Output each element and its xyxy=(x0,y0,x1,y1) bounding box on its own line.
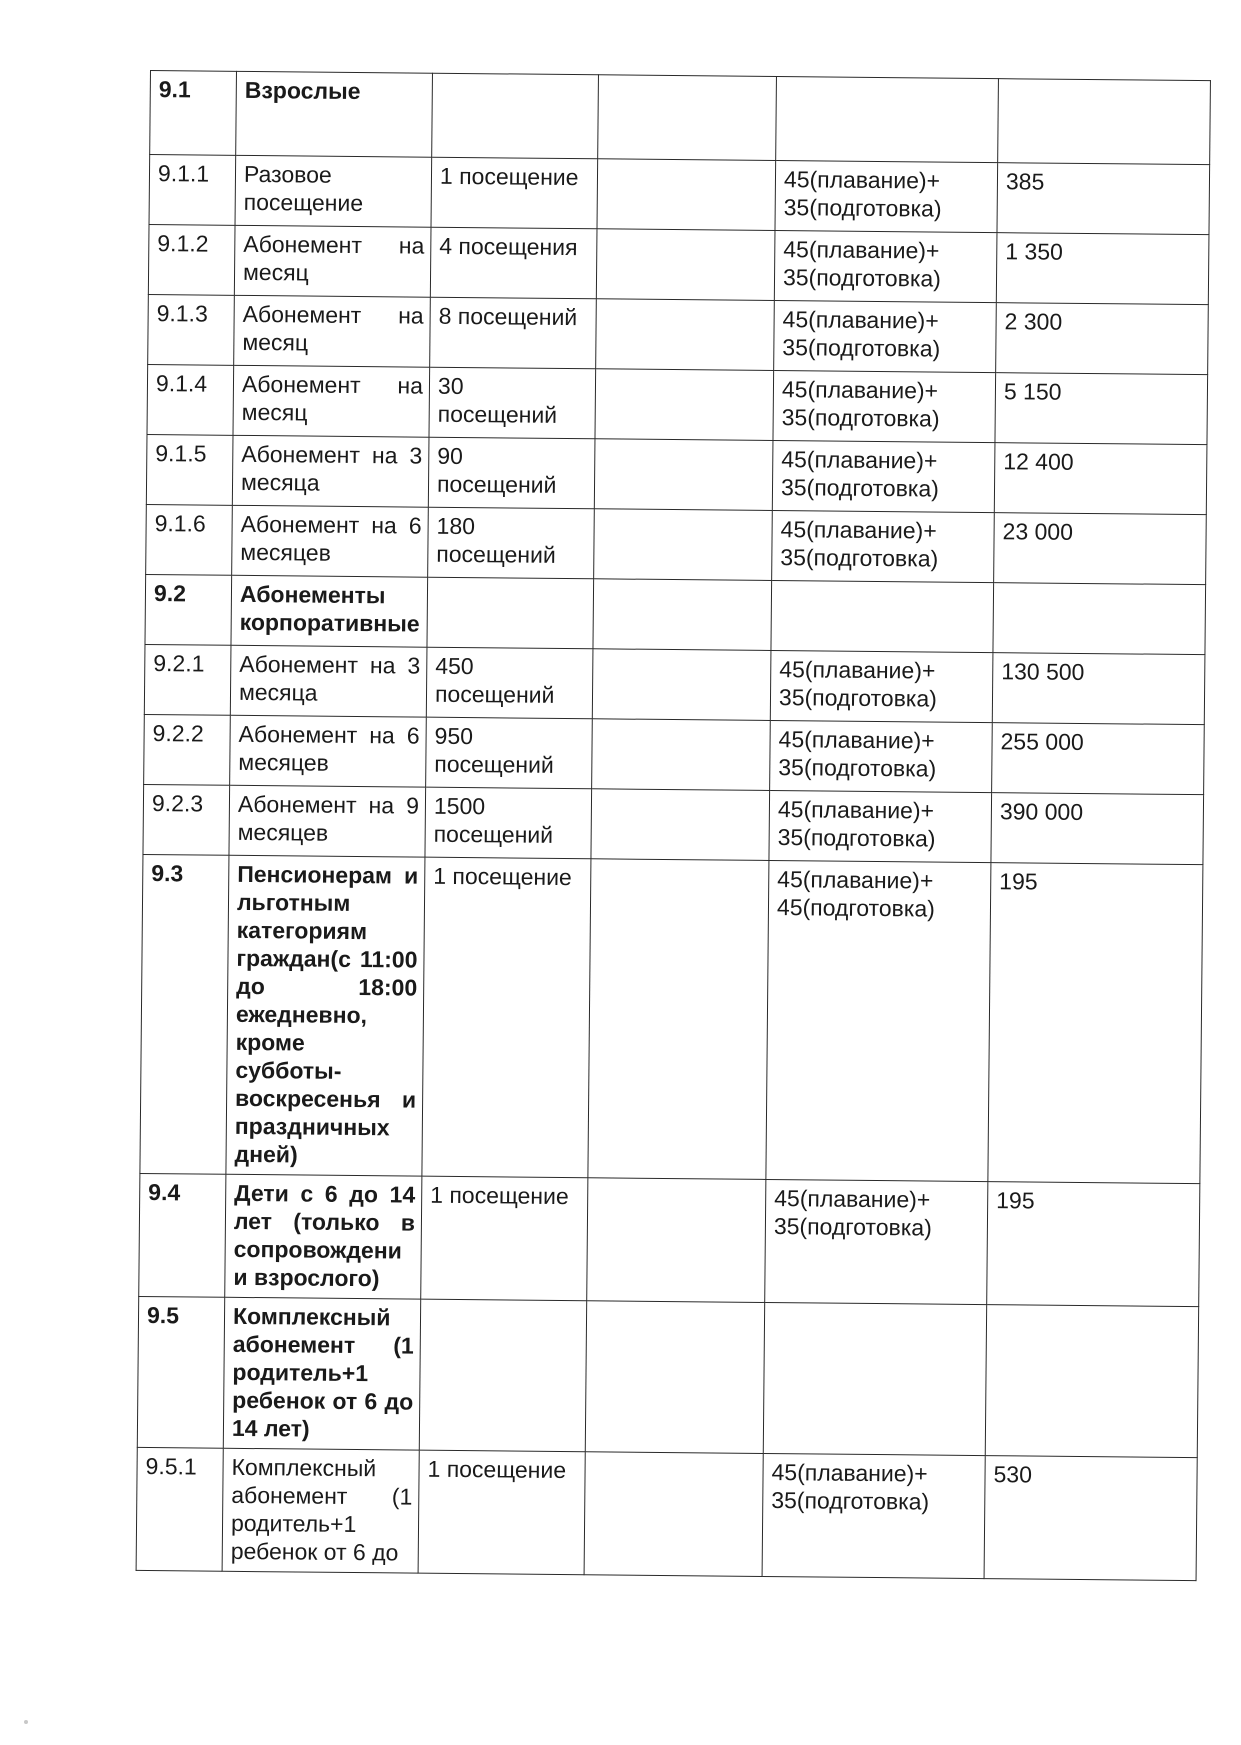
item-name: Взрослые xyxy=(236,71,433,157)
price-value xyxy=(985,1305,1198,1458)
session-duration xyxy=(763,1302,986,1455)
empty-cell xyxy=(595,369,774,441)
item-name: Комплексный абонемент (1 родитель+1 ребенок от 6 до xyxy=(222,1448,419,1573)
empty-cell xyxy=(597,159,776,231)
item-number: 9.1.6 xyxy=(146,504,233,575)
session-duration xyxy=(776,77,999,163)
visits-count: 180 посещений xyxy=(428,507,595,579)
price-value: 23 000 xyxy=(994,513,1207,585)
item-name: Абонемент на 6 месяцев xyxy=(230,715,427,787)
table-row xyxy=(149,155,1210,235)
empty-cell xyxy=(585,1301,764,1454)
visits-count: 950 посещений xyxy=(426,717,593,789)
session-duration: 45(плавание)+ 35(подготовка) xyxy=(772,510,995,582)
session-duration: 45(плавание)+ 35(подготовка) xyxy=(769,790,992,862)
table-row xyxy=(145,574,1206,654)
item-name: Абонемент на 3 месяца xyxy=(230,645,427,717)
scan-speck xyxy=(24,1720,28,1724)
item-name: Разовое посещение xyxy=(235,155,432,227)
item-number: 9.1.5 xyxy=(146,434,233,505)
session-duration: 45(плавание)+ 35(подготовка) xyxy=(774,231,997,303)
price-value: 385 xyxy=(997,163,1210,235)
item-name: Абонемент на 9 месяцев xyxy=(229,785,426,857)
empty-cell xyxy=(593,579,772,651)
visits-count xyxy=(419,1299,586,1452)
price-value: 390 000 xyxy=(991,793,1204,865)
price-value: 195 xyxy=(987,1182,1200,1307)
empty-cell xyxy=(598,75,777,161)
price-value: 1 350 xyxy=(996,233,1209,305)
empty-cell xyxy=(592,649,771,721)
visits-count xyxy=(432,73,599,159)
visits-count: 450 посещений xyxy=(426,647,593,719)
visits-count: 1500 посещений xyxy=(425,787,592,859)
session-duration: 45(плавание)+ 35(подготовка) xyxy=(772,440,995,512)
item-name: Абонемент на 6 месяцев xyxy=(232,505,429,577)
empty-cell xyxy=(584,1452,763,1577)
item-number: 9.4 xyxy=(139,1173,226,1297)
empty-cell xyxy=(594,509,773,581)
item-number: 9.2.2 xyxy=(144,714,231,785)
visits-count xyxy=(427,577,594,649)
table-row xyxy=(150,71,1211,165)
item-number: 9.1.2 xyxy=(148,224,235,295)
document-page xyxy=(136,70,1210,1581)
item-name: Комплексный абонемент (1 родитель+1 ребенок от 6 до 14 лет) xyxy=(223,1297,420,1450)
empty-cell xyxy=(591,789,770,861)
empty-cell xyxy=(596,299,775,371)
table-row xyxy=(148,294,1209,374)
table-row xyxy=(146,504,1207,584)
price-table-body xyxy=(136,71,1210,1581)
session-duration: 45(плавание)+ 35(подготовка) xyxy=(770,650,993,722)
item-number: 9.5 xyxy=(137,1296,224,1448)
price-value: 2 300 xyxy=(996,303,1209,375)
item-name: Пенсионерам и льготным категориям граждан(с 11:00 до 18:00 ежедневно, кроме субботы-воскресенья и праздничных дней) xyxy=(226,855,425,1176)
item-number: 9.1.4 xyxy=(147,364,234,435)
item-number: 9.3 xyxy=(140,854,229,1174)
session-duration: 45(плавание)+ 35(подготовка) xyxy=(774,301,997,373)
visits-count: 1 посещение xyxy=(418,1450,585,1575)
table-row xyxy=(146,434,1207,514)
session-duration: 45(плавание)+ 35(подготовка) xyxy=(773,371,996,443)
table-row xyxy=(144,714,1205,794)
price-value: 195 xyxy=(988,863,1203,1184)
item-number: 9.2.3 xyxy=(143,784,230,855)
session-duration: 45(плавание)+ 35(подготовка) xyxy=(770,720,993,792)
price-value xyxy=(993,583,1206,655)
session-duration: 45(плавание)+ 35(подготовка) xyxy=(765,1179,988,1304)
table-row xyxy=(139,1173,1200,1306)
price-table xyxy=(136,70,1211,1581)
visits-count: 1 посещение xyxy=(421,1176,588,1301)
empty-cell xyxy=(596,229,775,301)
visits-count: 1 посещение xyxy=(422,857,591,1178)
price-value: 530 xyxy=(984,1456,1197,1581)
item-name: Абонемент на месяц xyxy=(233,365,430,437)
item-name: Абонементы корпоративные xyxy=(231,575,428,647)
visits-count: 30 посещений xyxy=(429,367,596,439)
item-number: 9.1.3 xyxy=(148,294,235,365)
visits-count: 1 посещение xyxy=(431,157,598,229)
empty-cell xyxy=(587,1178,766,1303)
item-number: 9.2 xyxy=(145,574,232,645)
item-name: Абонемент на месяц xyxy=(234,225,431,297)
empty-cell xyxy=(594,439,773,511)
price-value: 130 500 xyxy=(992,653,1205,725)
price-value: 12 400 xyxy=(994,443,1207,515)
session-duration xyxy=(771,580,994,652)
table-row xyxy=(147,364,1208,444)
session-duration: 45(плавание)+ 35(подготовка) xyxy=(775,161,998,233)
table-row xyxy=(143,784,1204,864)
table-row xyxy=(140,854,1203,1183)
price-value: 255 000 xyxy=(992,723,1205,795)
table-row xyxy=(136,1447,1197,1580)
session-duration: 45(плавание)+ 35(подготовка) xyxy=(762,1453,985,1578)
item-number: 9.5.1 xyxy=(136,1447,223,1571)
session-duration: 45(плавание)+ 45(подготовка) xyxy=(766,860,991,1181)
item-name: Абонемент на месяц xyxy=(234,295,431,367)
empty-cell xyxy=(588,859,769,1180)
price-value: 5 150 xyxy=(995,373,1208,445)
table-row xyxy=(144,644,1205,724)
table-row xyxy=(137,1296,1198,1457)
item-number: 9.1 xyxy=(150,71,237,156)
item-number: 9.1.1 xyxy=(149,155,236,226)
visits-count: 4 посещения xyxy=(430,227,597,299)
price-value xyxy=(998,79,1211,165)
visits-count: 90 посещений xyxy=(428,437,595,509)
empty-cell xyxy=(592,719,771,791)
item-number: 9.2.1 xyxy=(144,644,231,715)
item-name: Абонемент на 3 месяца xyxy=(232,435,429,507)
table-row xyxy=(148,224,1209,304)
item-name: Дети с 6 до 14 лет (только в сопровождени и взрослого) xyxy=(225,1174,422,1299)
visits-count: 8 посещений xyxy=(430,297,597,369)
